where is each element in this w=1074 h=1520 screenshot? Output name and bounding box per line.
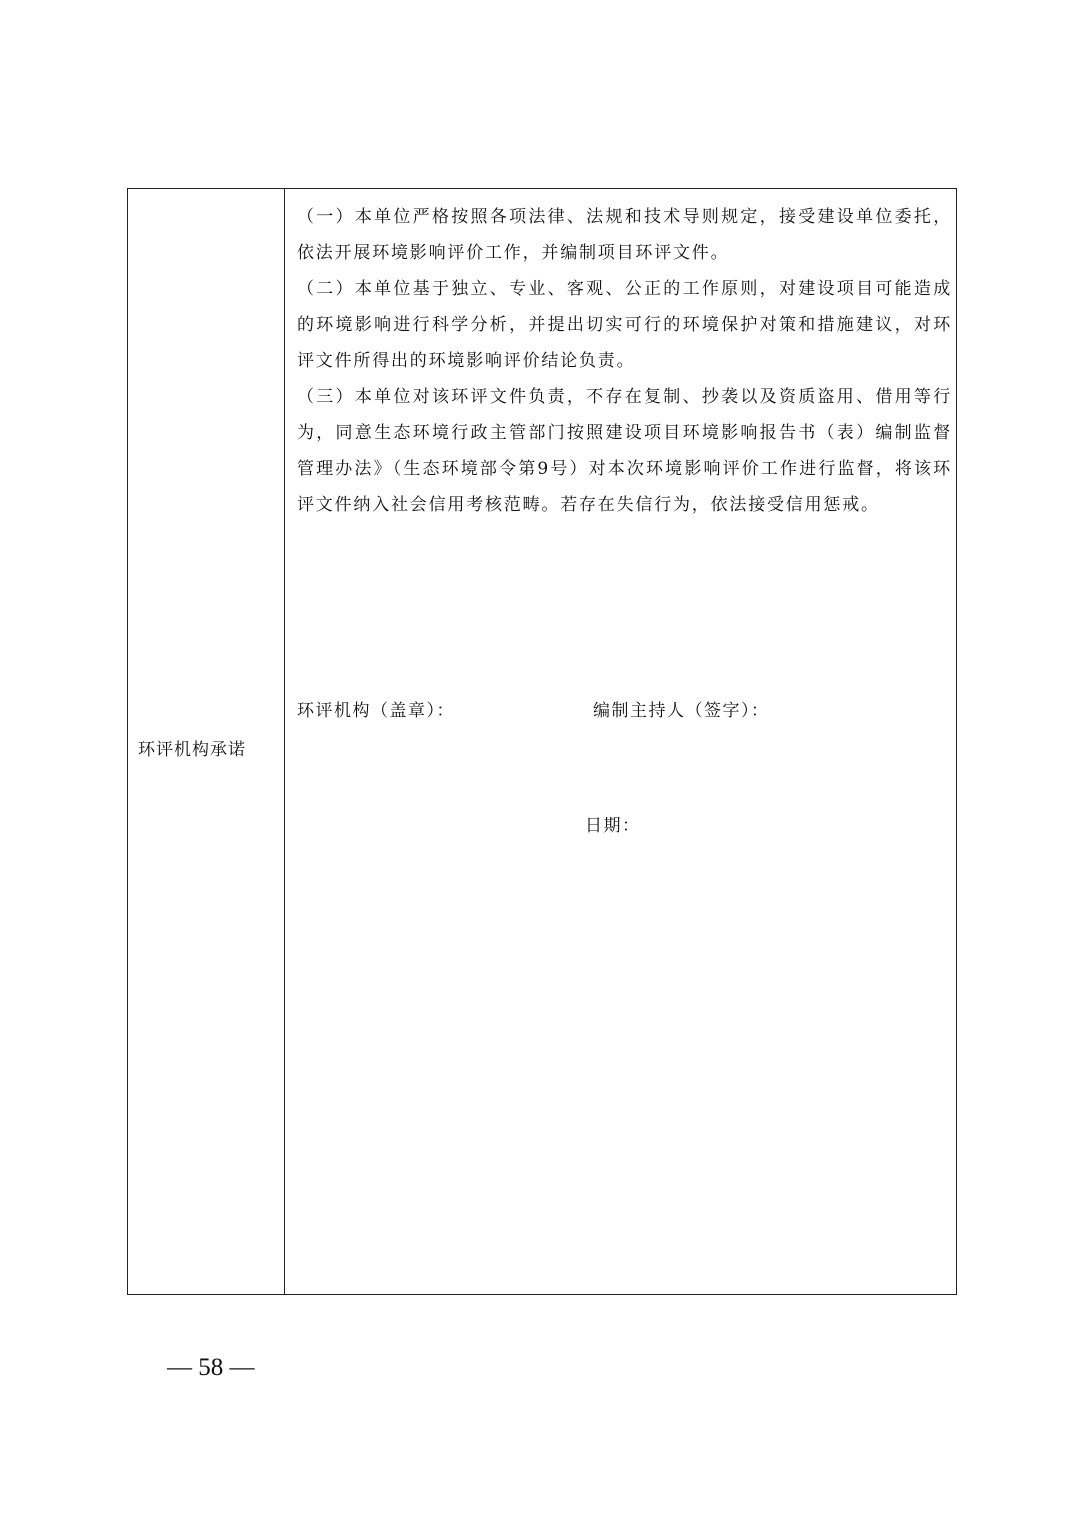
host-signature-label: 编制主持人（签字）： [593,701,770,721]
seal-label: 环评机构（盖章）： [297,701,455,721]
content-cell [285,189,956,1294]
date-label: 日期： [585,816,641,836]
clause-1: （一）本单位严格按照各项法律、法规和技术导则规定，接受建设单位委托，依法开展环境影响评价工作，并编制项目环评文件。 [297,207,952,263]
commitment-table [127,188,957,1295]
commitment-clauses [297,199,952,523]
clause-2: （二）本单位基于独立、专业、客观、公正的工作原则，对建设项目可能造成的环境影响进行科学分析，并提出切实可行的环境保护对策和措施建议，对环评文件所得出的环境影响评价结论负责。 [297,279,952,371]
row-label: 环评机构承诺 [138,740,246,760]
page-number: — 58 — [167,1354,255,1381]
label-cell [128,189,285,1294]
clause-3: （三）本单位对该环评文件负责，不存在复制、抄袭以及资质盗用、借用等行为，同意生态环境行政主管部门按照建设项目环境影响报告书（表）编制监督管理办法》（生态环境部令第9号）对本次环境影响评价工作进行监督，将该环评文件纳入社会信用考核范畴。若存在失信行为，依法接受信用惩戒。 [297,387,952,515]
